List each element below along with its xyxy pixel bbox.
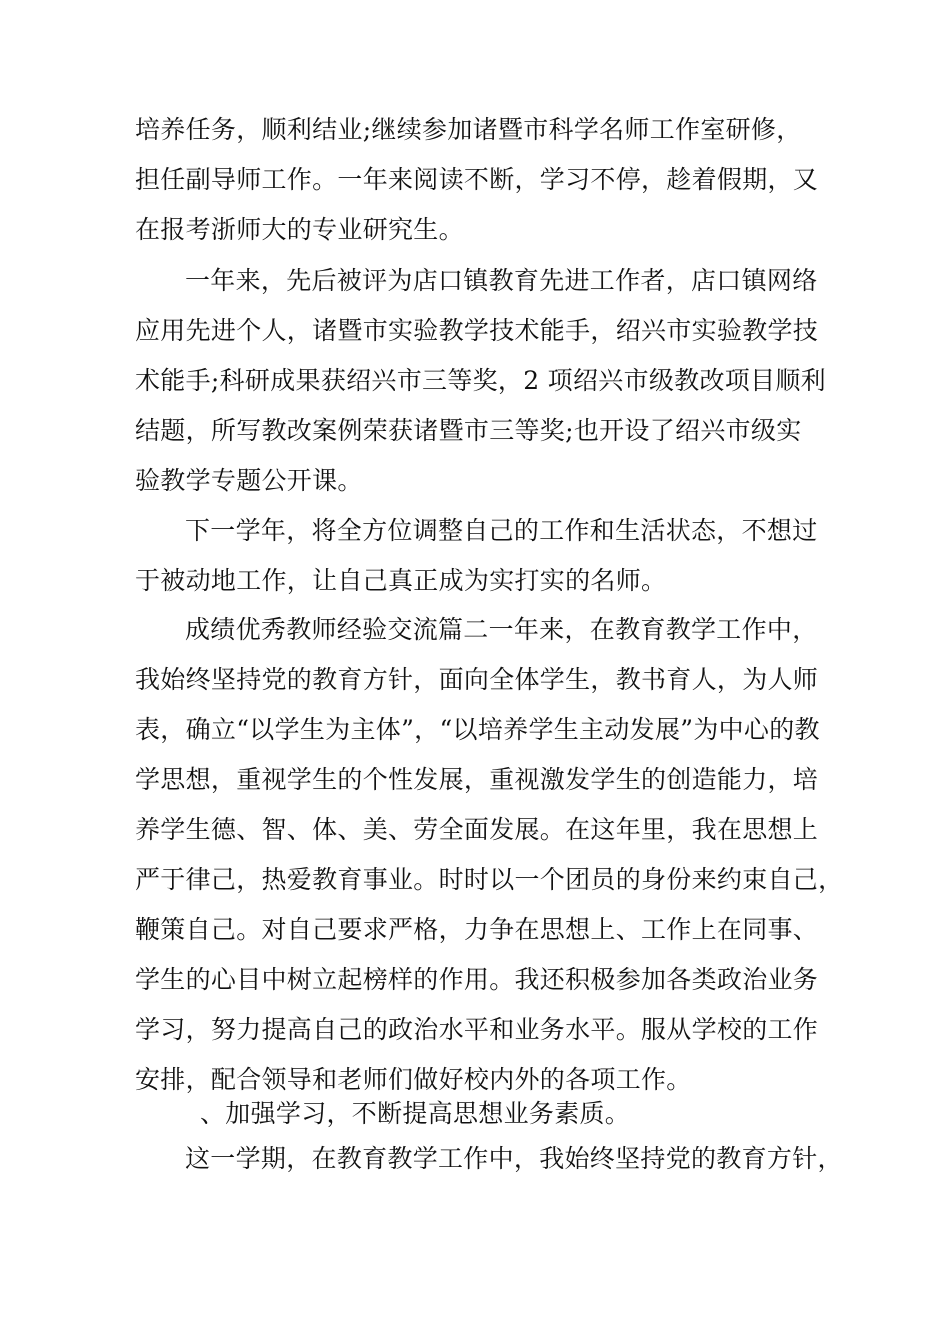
text-line: 养学生德、智、体、美、劳全面发展。在这年里，我在思想上 (135, 815, 819, 844)
text-line: 我始终坚持党的教育方针，面向全体学生，教书育人，为人师 (135, 665, 819, 694)
text-line: 担任副导师工作。一年来阅读不断，学习不停，趁着假期，又 (135, 165, 819, 194)
text-line: 培养任务，顺利结业;继续参加诸暨市科学名师工作室研修， (135, 115, 802, 144)
text-line: 术能手;科研成果获绍兴市三等奖，2 项绍兴市级教改项目顺利 (135, 366, 826, 395)
text-line: 安排，配合领导和老师们做好校内外的各项工作。 (135, 1065, 692, 1094)
paragraph-start-line: 成绩优秀教师经验交流篇二一年来，在教育教学工作中， (185, 615, 818, 644)
text-line: 鞭策自己。对自己要求严格，力争在思想上、工作上在同事、 (135, 915, 819, 944)
text-line: 验教学专题公开课。 (135, 466, 363, 495)
text-line: 表，确立“以学生为主体”，“以培养学生主动发展”为中心的教 (135, 715, 820, 744)
text-line: 在报考浙师大的专业研究生。 (135, 215, 464, 244)
text-line: 学思想，重视学生的个性发展，重视激发学生的创造能力，培 (135, 765, 819, 794)
text-line: 严于律己，热爱教育事业。时时以一个团员的身份来约束自己， (135, 865, 844, 894)
text-line: 应用先进个人，诸暨市实验教学技术能手，绍兴市实验教学技 (135, 316, 819, 345)
section-heading-line: 、加强学习，不断提高思想业务素质。 (200, 1099, 631, 1128)
paragraph-start-line: 下一学年，将全方位调整自己的工作和生活状态，不想过 (185, 516, 818, 545)
text-line: 学生的心目中树立起榜样的作用。我还积极参加各类政治业务 (135, 965, 819, 994)
text-line: 结题，所写教改案例荣获诸暨市三等奖;也开设了绍兴市级实 (135, 416, 802, 445)
text-line: 学习，努力提高自己的政治水平和业务水平。服从学校的工作 (135, 1015, 819, 1044)
text-line: 于被动地工作，让自己真正成为实打实的名师。 (135, 566, 667, 595)
paragraph-start-line: 这一学期，在教育教学工作中，我始终坚持党的教育方针， (185, 1144, 843, 1173)
paragraph-start-line: 一年来，先后被评为店口镇教育先进工作者，店口镇网络 (185, 266, 818, 295)
